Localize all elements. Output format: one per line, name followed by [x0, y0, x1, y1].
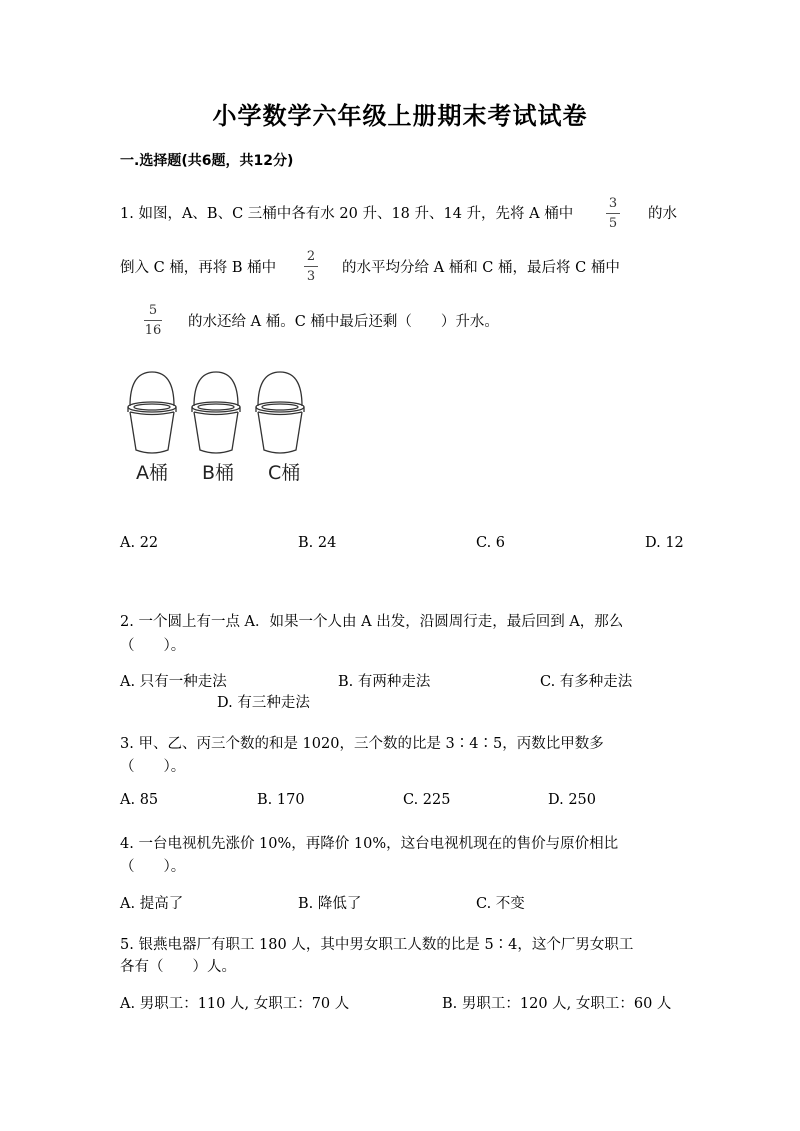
option-b: B. 男职工：120 人, 女职工：60 人	[442, 996, 672, 1012]
fraction-denominator: 3	[306, 269, 316, 284]
fraction-numerator: 5	[148, 303, 158, 318]
bucket-a-icon	[128, 372, 176, 453]
question-text: 的水平均分给 A 桶和 C 桶，最后将 C 桶中	[342, 260, 620, 276]
option-c: C. 有多种走法	[540, 674, 633, 690]
question-text: 倒入 C 桶，再将 B 桶中	[120, 260, 277, 276]
question-text: 1. 如图，A、B、C 三桶中各有水 20 升、18 升、14 升，先将 A 桶中	[120, 206, 574, 222]
bucket-figure	[118, 370, 318, 490]
bucket-c-icon	[256, 372, 304, 453]
option-c: C. 不变	[476, 896, 525, 912]
fraction	[304, 249, 318, 284]
option-a: A. 提高了	[120, 896, 184, 912]
option-b: B. 170	[257, 792, 305, 808]
question-text: 5. 银燕电器厂有职工 180 人，其中男女职工人数的比是 5∶4，这个厂男女职工	[120, 937, 634, 953]
option-d: D. 12	[645, 535, 684, 551]
question-text: 4. 一台电视机先涨价 10%，再降价 10%，这台电视机现在的售价与原价相比	[120, 836, 619, 852]
fraction-numerator: 2	[306, 249, 316, 264]
question-text: 的水还给 A 桶。C 桶中最后还剩（ ）升水。	[188, 314, 499, 330]
fraction-numerator: 3	[608, 196, 618, 211]
option-c: C. 6	[476, 535, 506, 551]
fraction	[606, 196, 620, 231]
bucket-label: C桶	[268, 462, 301, 484]
fraction	[144, 303, 162, 338]
question-text: 3. 甲、乙、丙三个数的和是 1020，三个数的比是 3∶4∶5，丙数比甲数多	[120, 736, 604, 752]
option-d: D. 250	[548, 792, 597, 808]
fraction-denominator: 16	[144, 323, 162, 338]
section-heading: 一.选择题(共6题，共12分)	[120, 153, 294, 169]
question-text: （ ）。	[120, 638, 186, 654]
bucket-b-icon	[192, 372, 240, 453]
fraction-bar	[606, 213, 620, 214]
bucket-label: B桶	[202, 462, 235, 484]
buckets-illustration	[118, 370, 318, 460]
option-a: A. 只有一种走法	[120, 674, 227, 690]
option-b: B. 有两种走法	[338, 674, 431, 690]
option-b: B. 24	[298, 535, 337, 551]
option-b: B. 降低了	[298, 896, 362, 912]
option-a: A. 85	[120, 792, 159, 808]
fraction-denominator: 5	[608, 216, 618, 231]
option-a: A. 男职工：110 人, 女职工：70 人	[120, 996, 350, 1012]
bucket-label: A桶	[136, 462, 168, 484]
fraction-bar	[144, 320, 162, 321]
question-text: 2. 一个圆上有一点 A．如果一个人由 A 出发，沿圆周行走，最后回到 A，那么	[120, 614, 624, 630]
option-c: C. 225	[403, 792, 451, 808]
option-d: D. 有三种走法	[217, 695, 310, 711]
question-text: 各有（ ）人。	[120, 959, 236, 975]
question-text: 的水	[648, 206, 677, 222]
question-text: （ ）。	[120, 759, 186, 775]
page-title: 小学数学六年级上册期末考试试卷	[212, 102, 588, 130]
question-text: （ ）。	[120, 859, 186, 875]
fraction-bar	[304, 266, 318, 267]
option-a: A. 22	[120, 535, 159, 551]
